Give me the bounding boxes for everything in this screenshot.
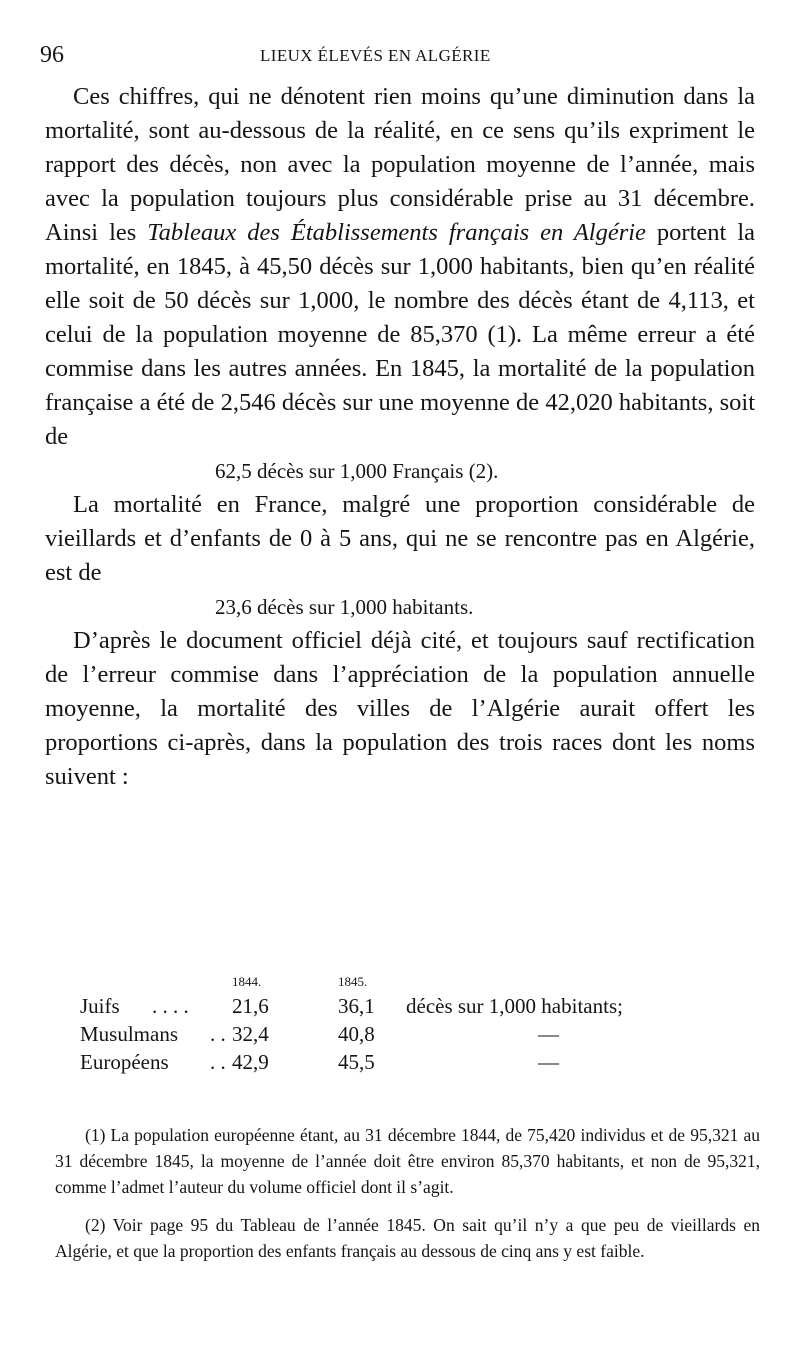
row-suffix: —: [538, 1022, 559, 1046]
value-1844: 21,6: [232, 994, 269, 1018]
italic-title: Tableaux des Établissements français en Algérie: [147, 219, 646, 246]
footnote-2: (2) Voir page 95 du Tableau de l’année 1845. On sait qu’il n’y a que peu de vieillards en Algérie, et que la proportion des enfants français au dessous de cinq ans y est faible.: [55, 1215, 760, 1261]
value-1845: 40,8: [338, 1022, 375, 1046]
value-1844: 42,9: [232, 1050, 269, 1074]
dot-leader: . .: [210, 1050, 226, 1074]
dot-leader: . .: [210, 1022, 226, 1046]
dot-leader: . . . .: [152, 994, 189, 1018]
footnotes: [55, 1122, 760, 1276]
race-label: Européens: [80, 1050, 169, 1074]
paragraph-2: La mortalité en France, malgré une proportion considérable de vieillards et d’enfants de 0 à 5 ans, qui ne se rencontre pas en Algérie, est de: [45, 491, 755, 586]
page-header: [40, 40, 760, 70]
main-text: [45, 80, 755, 794]
running-title: LIEUX ÉLEVÉS EN ALGÉRIE: [260, 46, 491, 65]
row-suffix: décès sur 1,000 habitants;: [406, 994, 623, 1018]
table-header: [80, 968, 760, 994]
paragraph-1: [45, 80, 755, 454]
table-row: [80, 1022, 760, 1050]
table-row: [80, 1050, 760, 1078]
race-label: Juifs: [80, 994, 120, 1018]
france-mortality-stat: 23,6 décès sur 1,000 habitants.: [215, 595, 474, 619]
footnote-1: (1) La population européenne étant, au 31 décembre 1844, de 75,420 individus et de 95,321 au 31 décembre 1845, la moyenne de l’année doit être environ 85,370 habitants, et non de 95,321, comme l’admet l’auteur du volume officiel dont il s’agit.: [55, 1125, 760, 1197]
race-label: Musulmans: [80, 1022, 179, 1046]
french-mortality-stat: 62,5 décès sur 1,000 Français (2).: [215, 459, 499, 483]
page-number: 96: [40, 42, 64, 68]
row-suffix: —: [538, 1050, 559, 1074]
value-1845: 36,1: [338, 994, 375, 1018]
value-1845: 45,5: [338, 1050, 375, 1074]
table-row: [80, 994, 760, 1022]
column-header-1844: 1844.: [232, 974, 262, 989]
column-header-1845: 1845.: [338, 974, 368, 989]
paragraph-1-end: portent la mortalité, en 1845, à 45,50 décès sur 1,000 habitants, bien qu’en réalité elle soit de 50 décès sur 1,000, le nombre des décès étant de 4,113, et celui de la population moyenne de 85,370 (1). La même erreur a été commise dans les autres années. En 1845, la mortalité de la population française a été de 2,546 décès sur une moyenne de 42,020 habitants, soit de: [45, 219, 755, 450]
paragraph-3: D’après le document officiel déjà cité, et toujours sauf rectification de l’erreur commise dans l’appréciation de la population annuelle moyenne, la mortalité des villes de l’Algérie aurait offert les proportions ci-après, dans la population des trois races dont les noms suivent :: [45, 627, 755, 790]
value-1844: 32,4: [232, 1022, 269, 1046]
mortality-table: [80, 968, 760, 1078]
paragraph-1-start: Ces chiffres, qui ne dénotent rien moins qu’une diminution dans la mortalité, sont au-dessous de la réalité, en ce sens qu’ils expriment le rapport des décès, non avec la population moyenne de l’année, mais avec la population toujours plus considérable prise au 31 décembre. Ainsi les: [45, 83, 755, 246]
